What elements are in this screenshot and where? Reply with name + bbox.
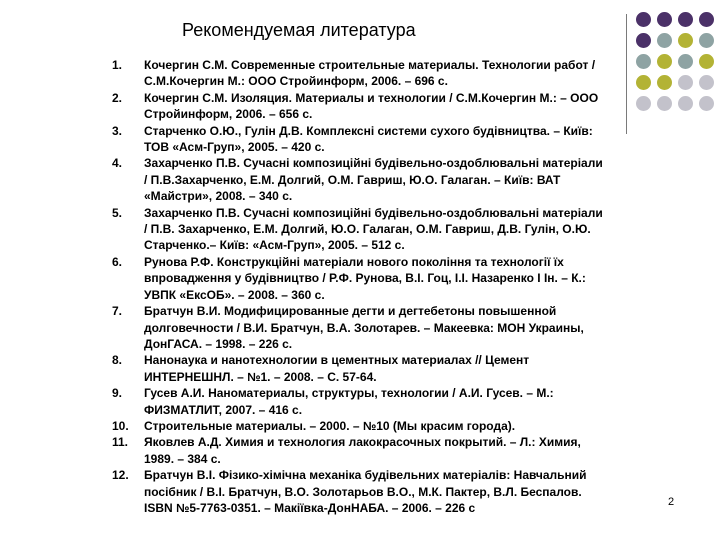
- reference-text: Нанонаука и нанотехнологии в цементных материалах // Цемент ИНТЕРНЕШНЛ. – №1. – 2008. – С. 57-64.: [144, 353, 530, 384]
- decor-dot: [636, 54, 651, 69]
- decor-dot: [636, 12, 651, 27]
- decor-dot: [678, 12, 693, 27]
- reference-number: 8.: [112, 353, 123, 368]
- reference-text: Яковлев А.Д. Химия и технология лакокрасочных покрытий. – Л.: Химия, 1989. – 384 с.: [144, 435, 581, 466]
- decor-dot: [636, 33, 651, 48]
- decor-dot: [678, 54, 693, 69]
- reference-item: [112, 254, 608, 303]
- reference-item: [112, 303, 608, 352]
- reference-text: Братчун В.И. Модифицированные дегти и дегтебетоны повышенной долговечности / В.И. Братчун, В.А. Золотарев. – Макеевка: МОН Украины, ДонГАСА. – 1998. – 226 с.: [144, 304, 584, 351]
- reference-item: [112, 352, 608, 385]
- reference-item: [112, 434, 608, 467]
- reference-text: Старченко О.Ю., Гулін Д.В. Комплексні системи сухого будівництва. – Київ: ТОВ «Асм-Груп», 2005. – 420 с.: [144, 123, 593, 155]
- decor-dot: [699, 33, 714, 48]
- reference-number: 3.: [112, 123, 123, 138]
- reference-text: Захарченко П.В. Сучасні композиційні будівельно-оздоблювальні матеріали / П.В.Захарченко, Е.М. Долгий, О.М. Гавриш, Ю.О. Галаган. – Київ: ВАТ «Майстри», 2008. – 340 с.: [144, 156, 603, 204]
- decor-dot: [636, 96, 651, 111]
- reference-item: [112, 205, 608, 254]
- reference-number: 12.: [112, 468, 129, 483]
- decor-dot: [678, 33, 693, 48]
- reference-text: Братчун В.І. Фізико-хімічна механіка будівельних матеріалів: Навчальний посібник / В.І. Братчун, В.О. Золотарьов В.О., М.К. Пактер, В.Л. Беспалов. ISBN №5-7763-0351. – Макіївка-ДонНАБА. – 2006. – 226 с: [144, 468, 587, 515]
- reference-text: Кочергин С.М. Изоляция. Материалы и технологии / С.М.Кочергин М.: – ООО Стройинформ, 2006. – 656 с.: [144, 90, 599, 122]
- reference-text: Рунова Р.Ф. Конструкційні матеріали нового покоління та технології їх впровадження у будівництво / Р.Ф. Рунова, В.І. Гоц, І.І. Назаренко І Ін. – К.: УВПК «ЕксОБ». – 2008. – 360 с.: [144, 254, 586, 302]
- reference-number: 7.: [112, 304, 123, 319]
- reference-item: [112, 418, 608, 434]
- decor-dot: [678, 96, 693, 111]
- decor-dot: [699, 96, 714, 111]
- divider-line: [626, 14, 627, 134]
- reference-number: 5.: [112, 205, 123, 220]
- reference-text: Кочергин С.М. Современные строительные материалы. Технологии работ / С.М.Кочергин М.: ООО Стройинформ, 2006. – 696 с.: [144, 58, 596, 89]
- reference-text: Строительные материалы. – 2000. – №10 (Мы красим города).: [144, 418, 516, 433]
- reference-number: 4.: [112, 156, 123, 171]
- reference-number: 11.: [112, 435, 129, 450]
- reference-item: [112, 90, 608, 123]
- reference-number: 1.: [112, 58, 123, 72]
- decor-dot: [657, 54, 672, 69]
- decor-dot: [699, 12, 714, 27]
- reference-number: 10.: [112, 418, 129, 433]
- page-title: Рекомендуемая литература: [182, 20, 416, 40]
- decor-dot: [657, 12, 672, 27]
- decor-dot: [636, 75, 651, 90]
- reference-number: 6.: [112, 254, 123, 269]
- reference-item: [112, 385, 608, 418]
- page-number: 2: [668, 496, 675, 508]
- decor-dot: [657, 96, 672, 111]
- reference-item: [112, 123, 608, 156]
- reference-item: [112, 57, 608, 90]
- reference-list: [112, 57, 608, 516]
- reference-text: Захарченко П.В. Сучасні композиційні будівельно-оздоблювальні матеріали / П.В. Захарченко, Е.М. Долгий, Ю.О. Галаган, О.М. Гавриш, Д.В. Гулін, О.Ю. Старченко.– Київ: «Асм-Груп», 2005. – 512 с.: [144, 205, 603, 253]
- reference-number: 9.: [112, 386, 123, 401]
- decor-dot: [657, 75, 672, 90]
- decor-dot: [678, 75, 693, 90]
- reference-item: [112, 155, 608, 204]
- reference-number: 2.: [112, 90, 123, 105]
- decor-dot: [657, 33, 672, 48]
- reference-text: Гусев А.И. Наноматериалы, структуры, технологии / А.И. Гусев. – М.: ФИЗМАТЛИТ, 2007. – 416 с.: [144, 386, 554, 417]
- reference-item: [112, 467, 608, 516]
- decor-dot: [699, 75, 714, 90]
- decorative-dot-grid: [636, 12, 720, 132]
- decor-dot: [699, 54, 714, 69]
